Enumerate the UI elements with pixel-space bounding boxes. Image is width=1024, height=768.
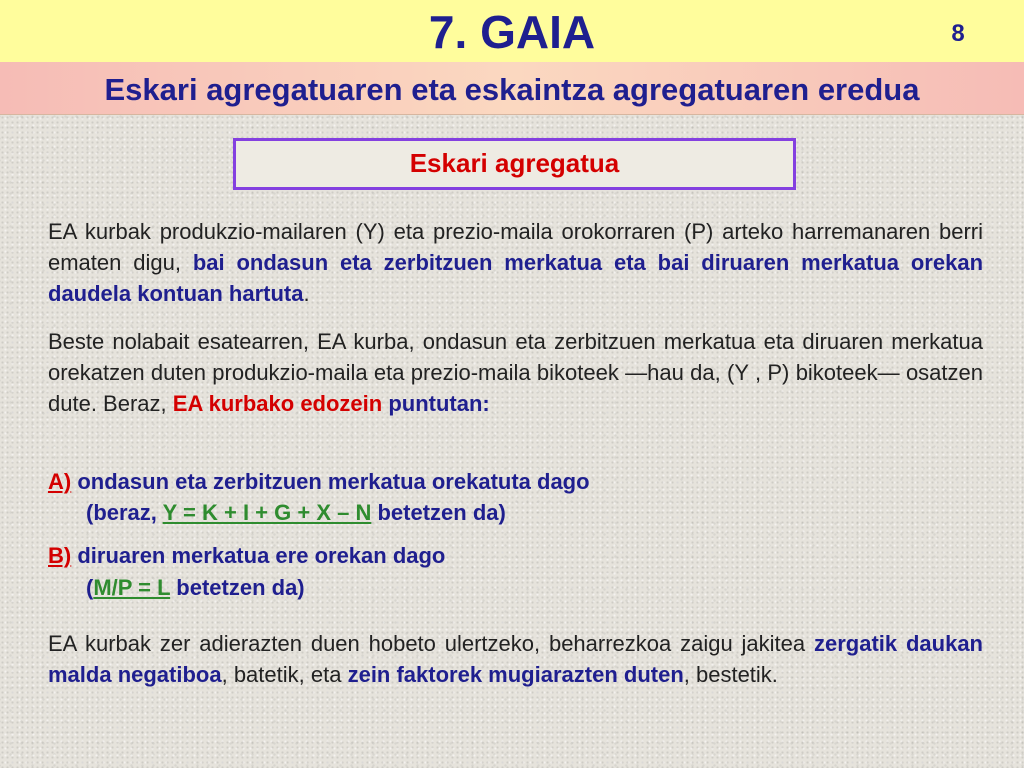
item-b-sub-pre: ( [86, 575, 94, 600]
paragraph-3 [48, 628, 983, 690]
item-b-text: diruaren merkatua ere orekan dago [77, 543, 446, 568]
paragraph-3-bold1: zergatik daukan malda negatiboa [48, 631, 983, 687]
paragraph-2 [48, 326, 983, 419]
slide-title: 7. GAIA [428, 6, 596, 58]
item-b-sub [86, 572, 305, 603]
section-heading: Eskari agregatua [409, 148, 620, 178]
item-a-sub [86, 497, 506, 528]
item-b-marker: B) [48, 543, 72, 568]
paragraph-3-text2: , batetik, eta [221, 662, 342, 687]
paragraph-3-text1: EA kurbak zer adierazten duen hobeto ulertzeko, beharrezkoa zaigu jakitea [48, 631, 806, 656]
item-a [48, 466, 590, 497]
paragraph-2-bold: puntutan: [388, 391, 490, 416]
item-b-sub-post: betetzen da) [176, 575, 305, 600]
paragraph-3-bold2: zein faktorek mugiarazten duten [347, 662, 684, 687]
paragraph-1-text: EA kurbak produkzio-mailaren (Y) eta prezio-maila orokorraren (P) arteko harremanaren berri ematen digu, [48, 219, 983, 275]
paragraph-3-text3: , bestetik. [683, 662, 778, 687]
item-a-text: ondasun eta zerbitzuen merkatua orekatuta dago [77, 469, 590, 494]
paragraph-1 [48, 216, 983, 309]
slide-subtitle: Eskari agregatuaren eta eskaintza agregatuaren eredua [104, 72, 920, 107]
item-b [48, 540, 445, 571]
item-a-sub-pre: (beraz, [86, 500, 157, 525]
paragraph-2-text: Beste nolabait esatearren, EA kurba, ondasun eta zerbitzuen merkatua eta diruaren merkatua orekatzen duten produkzio-maila eta prezio-maila bikoteek —hau da, (Y , P) bikoteek— osatzen dute. Beraz, [48, 329, 983, 416]
item-a-formula: Y = K + I + G + X – N [162, 500, 372, 525]
page-number: 8 [951, 20, 965, 47]
paragraph-1-end: . [303, 281, 310, 306]
item-a-marker: A) [48, 469, 72, 494]
paragraph-1-bold: bai ondasun eta zerbitzuen merkatua eta bai diruaren merkatua orekan daudela kontuan hartuta [48, 250, 984, 306]
paragraph-2-red: EA kurbako edozein [172, 391, 383, 416]
item-a-sub-post: betetzen da) [377, 500, 506, 525]
item-b-formula: M/P = L [93, 575, 171, 600]
